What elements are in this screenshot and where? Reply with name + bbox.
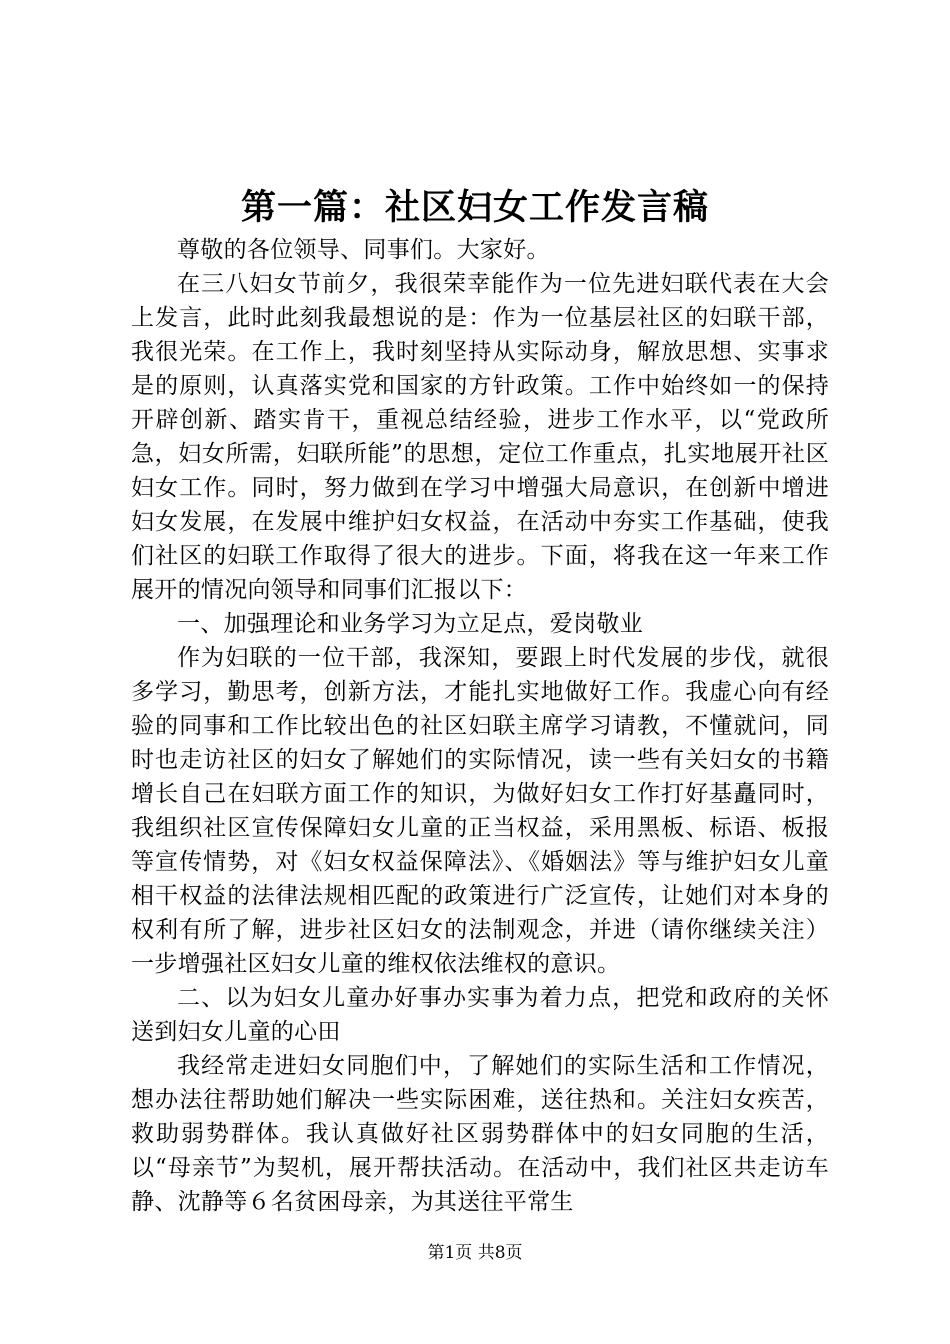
- document-title: 第一篇：社区妇女工作发言稿: [240, 187, 709, 228]
- paragraph-greeting: 尊敬的各位领导、同事们。大家好。: [177, 237, 550, 263]
- paragraph-section-1: 作为妇联的一位干部，我深知，要跟上时代发展的步伐，就很多学习，勤思考，创新方法，才能扎实地做好工作。我虚心向有经验的同事和工作比较出色的社区妇联主席学习请教，不懂就问，同时也走访社区的妇女了解她们的实际情况，读一些有关妇女的书籍增长自己在妇联方面工作的知识，为做好妇女工作打好基矗同时，我组织社区宣传保障妇女儿童的正当权益，采用黑板、标语、板报等宣传情势，对《妇女权益保障法》、《婚姻法》等与维护妇女儿童相干权益的法律法规相匹配的政策进行广泛宣传，让她们对本身的权利有所了解，进步社区妇女的法制观念，并进（请你继续关注）一步增强社区妇女儿童的维权依法维权的意识。: [131, 645, 829, 977]
- document-body: [131, 233, 829, 1219]
- paragraph-section-2: 我经常走进妇女同胞们中，了解她们的实际生活和工作情况，想办法往帮助她们解决一些实际困难，送往热和。关注妇女疾苦，救助弱势群体。我认真做好社区弱势群体中的妇女同胞的生活，以“母亲节”为契机，展开帮扶活动。在活动中，我们社区共走访车静、沈静等６名贫困母亲，为其送往平常生: [131, 1053, 829, 1215]
- page-footer: 第1页 共8页: [427, 1243, 523, 1263]
- section-heading-1: 一、加强理论和业务学习为立足点，爱岗敬业: [177, 611, 643, 637]
- section-heading-2: 二、以为妇女儿童办好事办实事为着力点，把党和政府的关怀送到妇女儿童的心田: [131, 985, 829, 1045]
- paragraph-intro: 在三八妇女节前夕，我很荣幸能作为一位先进妇联代表在大会上发言，此时此刻我最想说的是：作为一位基层社区的妇联干部，我很光荣。在工作上，我时刻坚持从实际动身，解放思想、实事求是的原则，认真落实党和国家的方针政策。工作中始终如一的保持开辟创新、踏实肯干，重视总结经验，进步工作水平，以“党政所急，妇女所需，妇联所能”的思想，定位工作重点，扎实地展开社区妇女工作。同时，努力做到在学习中增强大局意识，在创新中增进妇女发展，在发展中维护妇女权益，在活动中夯实工作基础，使我们社区的妇联工作取得了很大的进步。下面，将我在这一年来工作展开的情况向领导和同事们汇报以下：: [131, 271, 829, 603]
